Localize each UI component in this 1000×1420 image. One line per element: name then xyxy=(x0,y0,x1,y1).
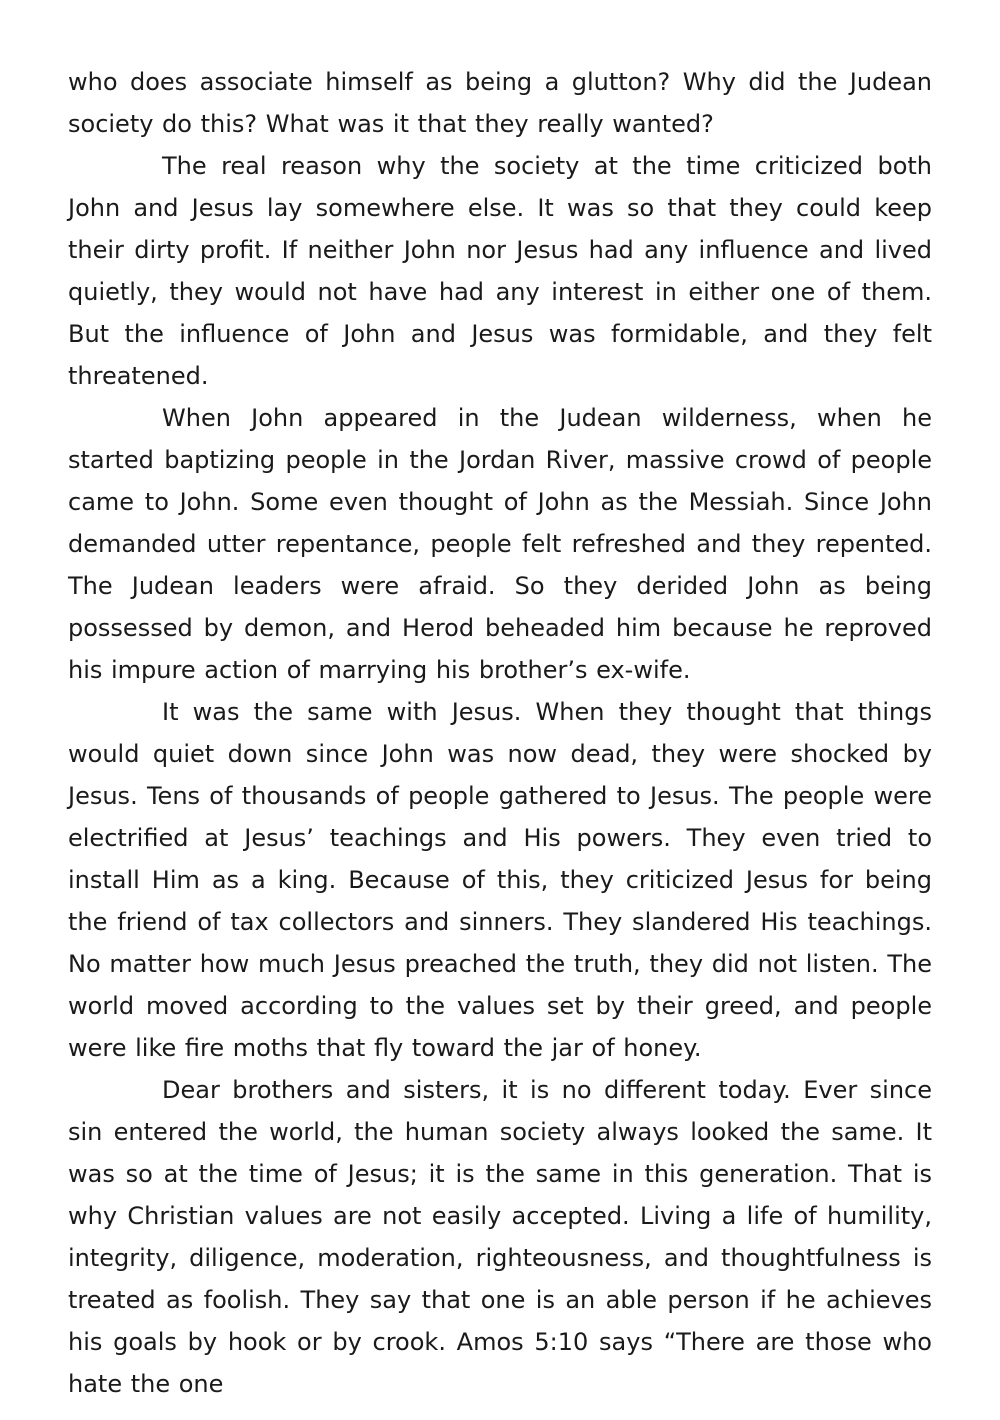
paragraph-same-with-jesus: It was the same with Jesus. When they thought that things would quiet down since John was now dead, they were shocked by Jesus. Tens of thousands of people gathered to Jesus. The people were electrified at Jesus’ teachings and His powers. They even tried to install Him as a king. Because of this, they criticized Jesus for being the friend of tax collectors and sinners. They slandered His teachings. No matter how much Jesus preached the truth, they did not listen. The world moved according to the values set by their greed, and people were like fire moths that fly toward the jar of honey. xyxy=(68,698,932,1062)
paragraph-john-appeared: When John appeared in the Judean wilderness, when he started baptizing people in the Jordan River, massive crowd of people came to John. Some even thought of John as the Messiah. Since John demanded utter repentance, people felt refreshed and they repented. The Judean leaders were afraid. So they derided John as being possessed by demon, and Herod beheaded him because he reproved his impure action of marrying his brother’s ex-wife. xyxy=(68,404,932,684)
paragraph-continuation: who does associate himself as being a glutton? Why did the Judean society do this? What was it that they really wanted? xyxy=(68,68,932,138)
paragraph-no-different-today: Dear brothers and sisters, it is no different today. Ever since sin entered the world, the human society always looked the same. It was so at the time of Jesus; it is the same in this generation. That is why Christian values are not easily accepted. Living a life of humility, integrity, diligence, moderation, righteousness, and thoughtfulness is treated as foolish. They say that one is an able person if he achieves his goals by hook or by crook. Amos 5:10 says “There are those who hate the one xyxy=(68,1076,932,1398)
document-body xyxy=(68,61,932,1405)
paragraph-real-reason: The real reason why the society at the time criticized both John and Jesus lay somewhere else. It was so that they could keep their dirty profit. If neither John nor Jesus had any influence and lived quietly, they would not have had any interest in either one of them. But the influence of John and Jesus was formidable, and they felt threatened. xyxy=(68,152,932,390)
